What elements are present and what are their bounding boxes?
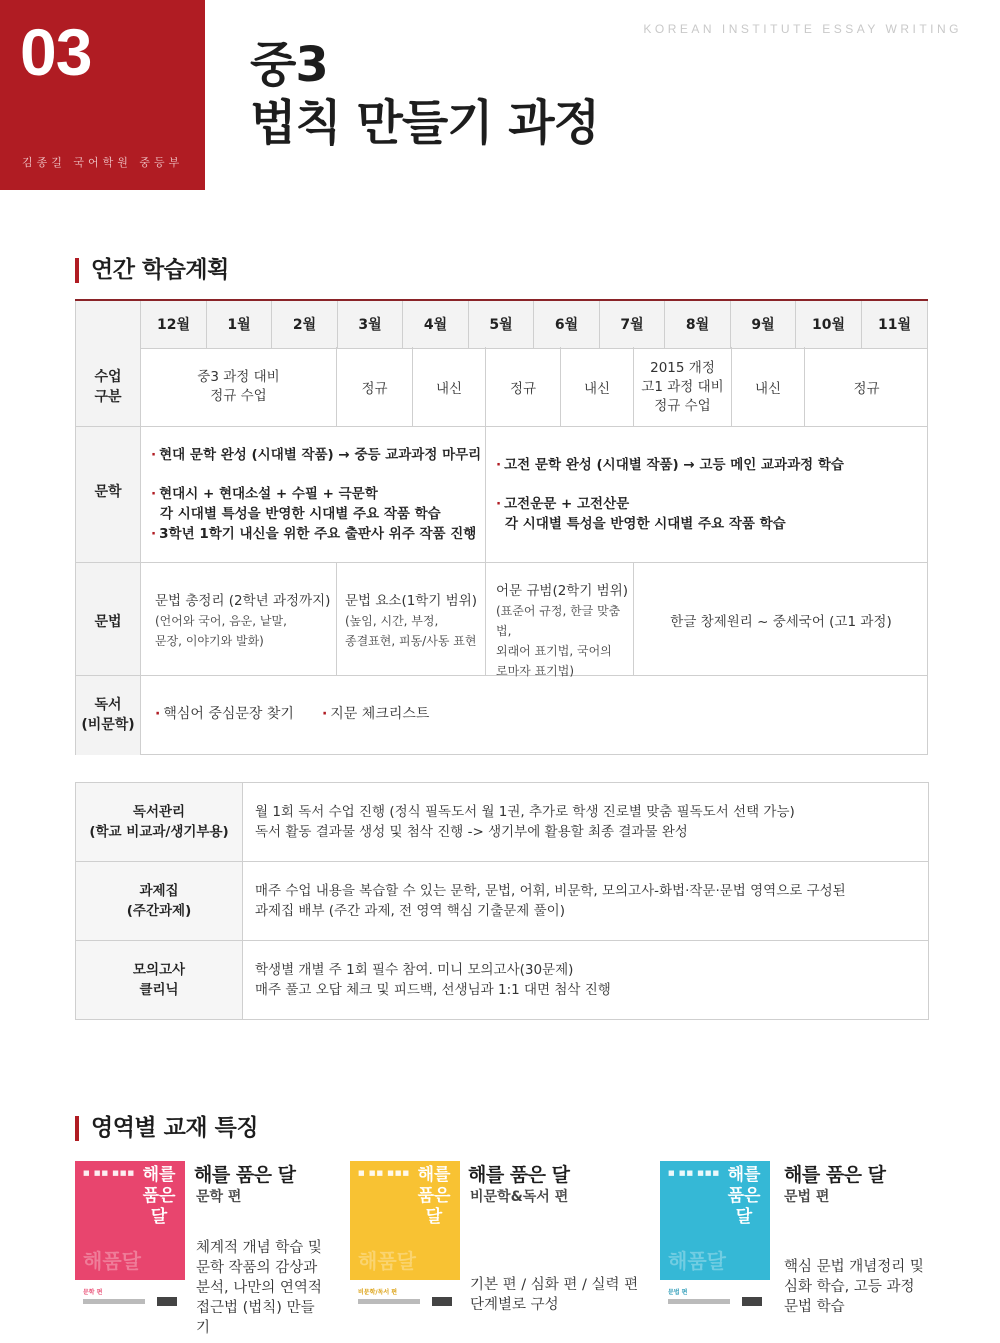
book-subtitle: 문학 편 — [196, 1189, 242, 1205]
month-header: 9월 — [731, 300, 796, 348]
management-body — [243, 862, 929, 941]
page-title-line-1: 중3 — [250, 37, 328, 93]
cover-edition: 비문학/독서 편 — [358, 1289, 398, 1296]
class-type-cell — [486, 347, 561, 427]
grammar-detail: (표준어 규정, 한글 맞춤법, — [496, 604, 621, 638]
literature-cell-right — [486, 427, 928, 563]
management-text: 월 1회 독서 수업 진행 (정식 필독도서 월 1권, 추가로 학생 진로별 맞춤 필독도서 선택 가능) — [255, 804, 795, 820]
class-type-cell — [732, 347, 805, 427]
class-type-label-line-2: 구분 — [94, 389, 122, 405]
grammar-cell — [486, 563, 634, 676]
cover-edition: 문학 편 — [83, 1289, 103, 1296]
class-type-cell — [805, 347, 928, 427]
grammar-detail: (높임, 시간, 부정, — [345, 614, 439, 628]
class-type-text: 정규 — [853, 381, 880, 397]
grammar-cell — [337, 563, 486, 676]
literature-item: · 현대 문학 완성 (시대별 작품) → 중등 교과과정 마무리 — [151, 447, 482, 463]
management-text: 독서 활동 결과물 생성 및 첨삭 진행 -> 생기부에 활용할 최종 결과물 완성 — [255, 824, 688, 840]
annual-plan-heading: 연간 학습계획 — [75, 258, 229, 283]
literature-label: 문학 — [94, 484, 122, 500]
management-table — [75, 782, 929, 1020]
textbook-heading: 영역별 교재 특징 — [75, 1116, 258, 1141]
management-row — [76, 941, 929, 1020]
page-title-line-2: 법칙 만들기 과정 — [250, 95, 599, 151]
reading-label-line-1: 독서 — [94, 697, 122, 713]
grammar-detail: 로마자 표기법) — [496, 664, 575, 678]
class-type-text: 내신 — [754, 381, 782, 397]
cover-strip — [660, 1280, 770, 1316]
book-card-grammar — [660, 1161, 940, 1316]
month-header: 6월 — [534, 300, 600, 348]
publisher-logo-icon — [742, 1297, 762, 1306]
cover-title: 해를 품은 달 — [727, 1165, 761, 1227]
management-head — [76, 941, 243, 1020]
literature-item: · 고전운문 + 고전산문 — [496, 496, 630, 512]
management-text: 과제집 배부 (주간 과제, 전 영역 핵심 기출문제 풀이) — [255, 903, 565, 919]
month-header: 4월 — [403, 300, 469, 348]
reading-item: · 지문 체크리스트 — [321, 706, 430, 722]
class-type-cell — [141, 347, 337, 427]
management-head — [76, 862, 243, 941]
cover-dots: ■ ■■ ■■■ — [668, 1169, 721, 1177]
month-header: 11월 — [862, 300, 928, 348]
management-head-line: 모의고사 — [132, 962, 186, 978]
book-cover — [660, 1161, 770, 1316]
academy-subtitle: 김종길 국어학원 중등부 — [22, 156, 184, 169]
literature-item: 각 시대별 특성을 반영한 시대별 주요 작품 학습 — [160, 506, 441, 522]
book-description: 핵심 문법 개념정리 및 심화 학습, 고등 과정 문법 학습 — [784, 1259, 924, 1315]
annual-plan-table — [75, 299, 928, 349]
month-header-row — [76, 300, 928, 348]
month-header: 5월 — [469, 300, 534, 348]
cover-ghost-title: 해품달 — [668, 1249, 726, 1273]
management-body — [243, 783, 929, 862]
literature-item: · 고전 문학 완성 (시대별 작품) → 고등 메인 교과과정 학습 — [496, 457, 844, 473]
literature-cell-left — [141, 427, 486, 563]
literature-item: · 현대시 + 현대소설 + 수필 + 극문학 — [151, 486, 378, 502]
grammar-detail: (언어와 국어, 음운, 낱말, — [155, 614, 287, 628]
book-card-nonfiction — [350, 1161, 640, 1316]
class-type-text: 내신 — [435, 381, 463, 397]
book-title: 해를 품은 달 — [194, 1164, 296, 1186]
management-head — [76, 783, 243, 862]
month-header: 3월 — [338, 300, 403, 348]
cover-ghost-title: 해품달 — [83, 1249, 141, 1273]
month-header: 7월 — [600, 300, 665, 348]
book-card-literature — [75, 1161, 325, 1336]
book-description: 체계적 개념 학습 및 문학 작품의 감상과 분석, 나만의 연역적 접근법 (법칙) 만들기 — [196, 1240, 322, 1336]
month-header: 12월 — [141, 300, 207, 348]
grammar-label: 문법 — [94, 614, 122, 630]
class-type-cell — [337, 347, 413, 427]
grammar-main: 문법 요소(1학기 범위) — [345, 593, 478, 609]
book-subtitle: 비문학&독서 편 — [470, 1189, 569, 1205]
reading-label — [75, 695, 141, 735]
grammar-detail: 문장, 이야기와 발화) — [155, 634, 264, 648]
management-text: 학생별 개별 주 1회 필수 참여. 미니 모의고사(30문제) — [255, 962, 574, 978]
page-title — [250, 36, 599, 152]
class-type-label — [75, 367, 141, 407]
month-header: 2월 — [272, 300, 338, 348]
class-type-text: 2015 개정 — [650, 359, 715, 376]
tagline: KOREAN INSTITUTE ESSAY WRITING — [643, 22, 962, 36]
cover-strip — [75, 1280, 185, 1316]
class-type-cell — [634, 347, 732, 427]
corner-cell — [76, 300, 141, 348]
annual-plan-body — [75, 347, 928, 755]
class-type-text: 정규 — [509, 381, 537, 397]
book-subtitle: 문법 편 — [784, 1189, 830, 1205]
class-type-cell — [413, 347, 486, 427]
management-head-line: 과제집 — [139, 883, 179, 899]
cover-dots: ■ ■■ ■■■ — [358, 1169, 411, 1177]
cover-edition: 문법 편 — [668, 1289, 688, 1296]
management-head-line: 클리닉 — [139, 982, 179, 998]
grammar-cell — [634, 563, 928, 676]
cover-strip — [350, 1280, 460, 1316]
grammar-main: 한글 창제원리 ~ 중세국어 (고1 과정) — [670, 613, 892, 630]
cover-text-line — [83, 1299, 145, 1304]
class-type-label-line-1: 수업 — [94, 369, 122, 385]
management-head-line: (주간과제) — [126, 903, 192, 919]
cover-text-line — [358, 1299, 420, 1304]
book-title: 해를 품은 달 — [468, 1164, 570, 1186]
reading-cell — [141, 676, 928, 755]
grammar-main: 문법 총정리 (2학년 과정까지) — [155, 593, 331, 609]
cover-ghost-title: 해품달 — [358, 1249, 416, 1273]
cover-dots: ■ ■■ ■■■ — [83, 1169, 136, 1177]
grammar-cell — [141, 563, 337, 676]
month-header: 1월 — [207, 300, 272, 348]
month-header: 10월 — [796, 300, 862, 348]
book-title: 해를 품은 달 — [784, 1164, 886, 1186]
cover-title: 해를 품은 달 — [417, 1165, 451, 1227]
class-type-text: 정규 수업 — [210, 388, 267, 404]
class-type-text: 내신 — [583, 381, 611, 397]
reading-label-line-2: (비문학) — [81, 717, 135, 733]
management-head-line: 독서관리 — [132, 804, 186, 820]
cover-text-line — [668, 1299, 730, 1304]
chapter-number: 03 — [20, 15, 92, 89]
grammar-detail: 외래어 표기법, 국어의 — [496, 644, 612, 658]
management-text: 매주 풀고 오답 체크 및 피드백, 선생님과 1:1 대면 첨삭 진행 — [255, 982, 611, 998]
grammar-main: 어문 규범(2학기 범위) — [496, 583, 629, 599]
publisher-logo-icon — [432, 1297, 452, 1306]
management-text: 매주 수업 내용을 복습할 수 있는 문학, 문법, 어휘, 비문학, 모의고사-화법·작문·문법 영역으로 구성된 — [255, 883, 846, 899]
class-type-text: 중3 과정 대비 — [197, 369, 280, 385]
chapter-badge — [0, 0, 205, 190]
management-head-line: (학교 비교과/생기부용) — [89, 824, 229, 840]
publisher-logo-icon — [157, 1297, 177, 1306]
book-description: 기본 편 / 심화 편 / 실력 편 단계별로 구성 — [470, 1277, 639, 1313]
management-body — [243, 941, 929, 1020]
management-row — [76, 783, 929, 862]
class-type-text: 정규 — [361, 381, 388, 397]
cover-title: 해를 품은 달 — [142, 1165, 176, 1227]
class-type-cell — [561, 347, 634, 427]
class-type-text: 고1 과정 대비 — [641, 378, 724, 395]
book-cover — [350, 1161, 460, 1316]
literature-item: · 3학년 1학기 내신을 위한 주요 출판사 위주 작품 진행 — [151, 526, 477, 542]
reading-item: · 핵심어 중심문장 찾기 — [155, 706, 294, 722]
month-header: 8월 — [665, 300, 731, 348]
management-row — [76, 862, 929, 941]
literature-item: 각 시대별 특성을 반영한 시대별 주요 작품 학습 — [505, 516, 786, 532]
book-cover — [75, 1161, 185, 1316]
class-type-text: 정규 수업 — [654, 397, 711, 414]
grammar-detail: 종결표현, 피동/사동 표현 — [345, 634, 477, 648]
